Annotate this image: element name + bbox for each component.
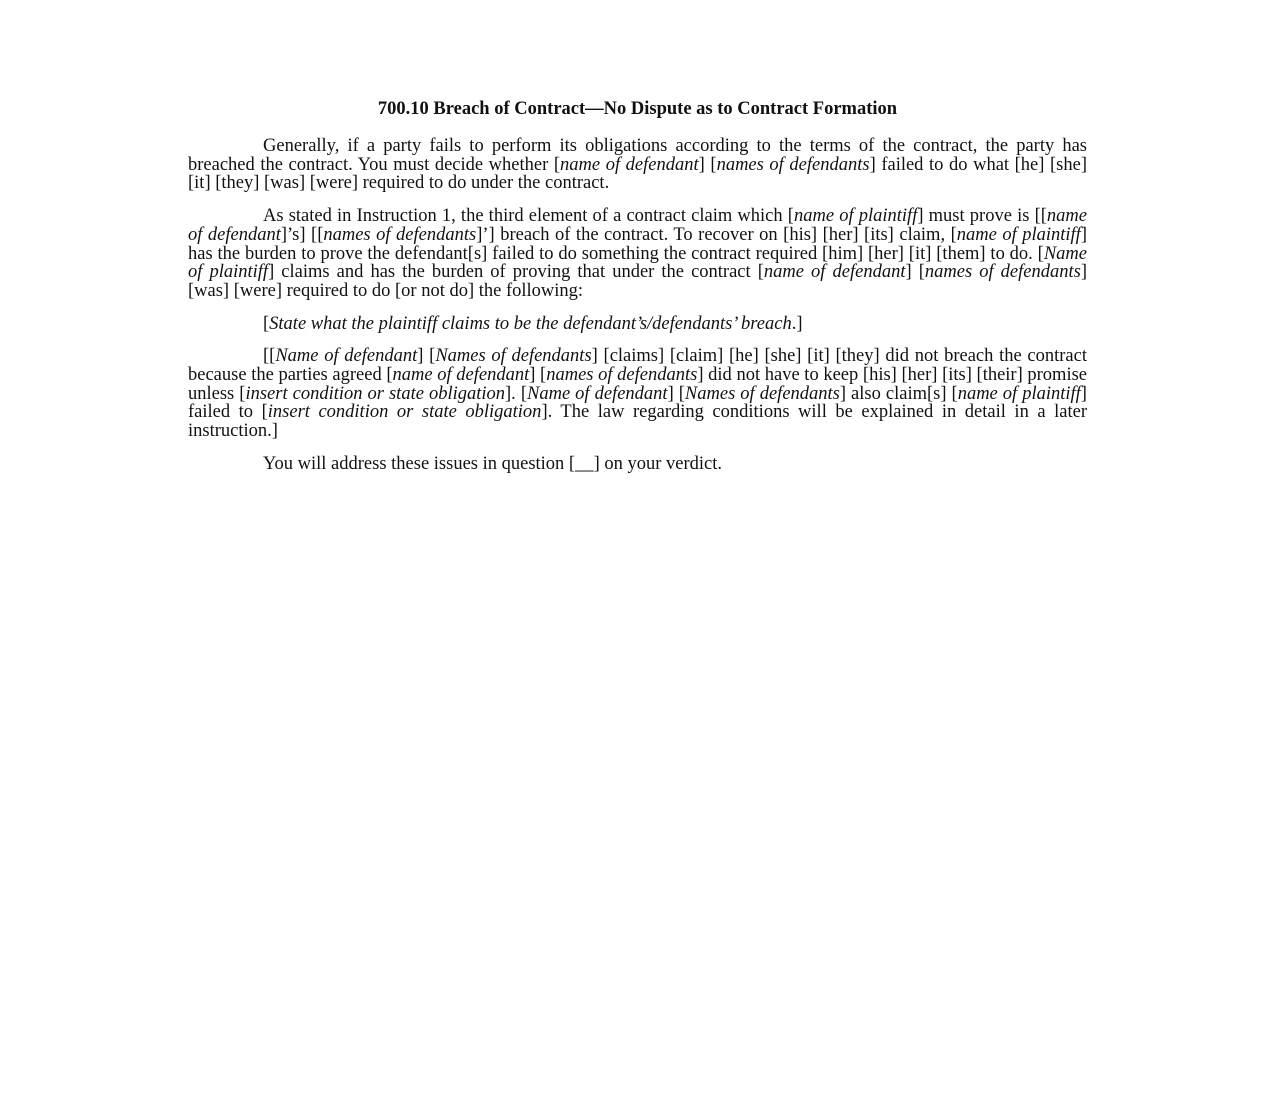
body-text: ] failed to do what [he] [she] [it] [they] [was] [were] required to do under the contract.	[188, 154, 1088, 194]
document-page	[188, 98, 1087, 488]
placeholder-text: name of defendant	[392, 365, 530, 386]
body-text: You will address these issues in question [__] on your verdict.	[263, 453, 723, 474]
placeholder-text: names of defendants	[924, 262, 1081, 283]
paragraph-p1	[188, 137, 1087, 193]
body-text: ] has the burden to prove the defendant[s] failed to do something the contract required [him] [her] [it] [them] to do. [	[188, 224, 1087, 264]
placeholder-text: names of defendants	[546, 365, 698, 386]
body-text: ]’s] [[	[280, 224, 324, 245]
paragraph-p4	[188, 347, 1087, 441]
body-text: ] [claims] [claim] [he] [she] [it] [they] did not breach the contract because the parties agreed [	[188, 346, 1087, 386]
paragraph-p5	[188, 455, 1087, 474]
body-text: ]. [	[505, 383, 527, 404]
placeholder-text: name of defendant	[188, 206, 1087, 245]
placeholder-text: names of defendants	[323, 224, 477, 245]
paragraph-p2	[188, 207, 1087, 301]
placeholder-text: name of plaintiff	[956, 224, 1081, 245]
body-text: [[	[263, 346, 276, 367]
body-text: ] failed to [	[188, 383, 1087, 423]
placeholder-text: Name of defendant	[527, 383, 668, 404]
placeholder-text: Names of defendants	[684, 383, 840, 404]
placeholder-text: State what the plaintiff claims to be the defendant’s/defendants’ breach	[269, 313, 792, 334]
body-text: ] did not have to keep [his] [her] [its] [their] promise unless [	[188, 365, 1088, 404]
body-text: Generally, if a party fails to perform its obligations according to the terms of the contract, the party has breached the contract. You must decide whether [	[188, 136, 1087, 175]
document-body	[188, 137, 1087, 474]
body-text: As stated in Instruction 1, the third element of a contract claim which [	[263, 206, 794, 227]
placeholder-text: name of defendant	[560, 154, 699, 175]
placeholder-text: name of plaintiff	[957, 383, 1081, 404]
body-text: ]’] breach of the contract. To recover on [his] [her] [its] claim, [	[476, 224, 957, 245]
body-text: [	[263, 313, 270, 334]
placeholder-text: name of plaintiff	[793, 206, 918, 227]
placeholder-text: insert condition or state obligation	[245, 383, 506, 404]
placeholder-text: name of defendant	[763, 262, 906, 283]
body-text: ] also claim[s] [	[839, 383, 958, 404]
body-text: ] [	[698, 154, 717, 175]
body-text: ] [	[667, 383, 685, 404]
body-text: ] [	[529, 365, 547, 386]
placeholder-text: insert condition or state obligation	[267, 402, 542, 423]
body-text: ]. The law regarding conditions will be explained in detail in a later instruction.]	[188, 402, 1087, 442]
placeholder-text: Names of defendants	[435, 346, 592, 367]
placeholder-text: Name of defendant	[275, 346, 418, 367]
paragraph-p3	[188, 315, 1087, 334]
body-text: ] [	[417, 346, 436, 367]
placeholder-text: Name of plaintiff	[188, 243, 1087, 283]
body-text: ] claims and has the burden of proving that under the contract [	[268, 262, 764, 283]
body-text: ] [	[905, 262, 925, 283]
document-title: 700.10 Breach of Contract—No Dispute as to Contract Formation	[377, 99, 898, 119]
placeholder-text: names of defendants	[716, 154, 870, 175]
body-text: ] [was] [were] required to do [or not do] the following:	[188, 262, 1088, 301]
body-text: ] must prove is [[	[917, 206, 1047, 227]
body-text: .]	[791, 313, 803, 334]
